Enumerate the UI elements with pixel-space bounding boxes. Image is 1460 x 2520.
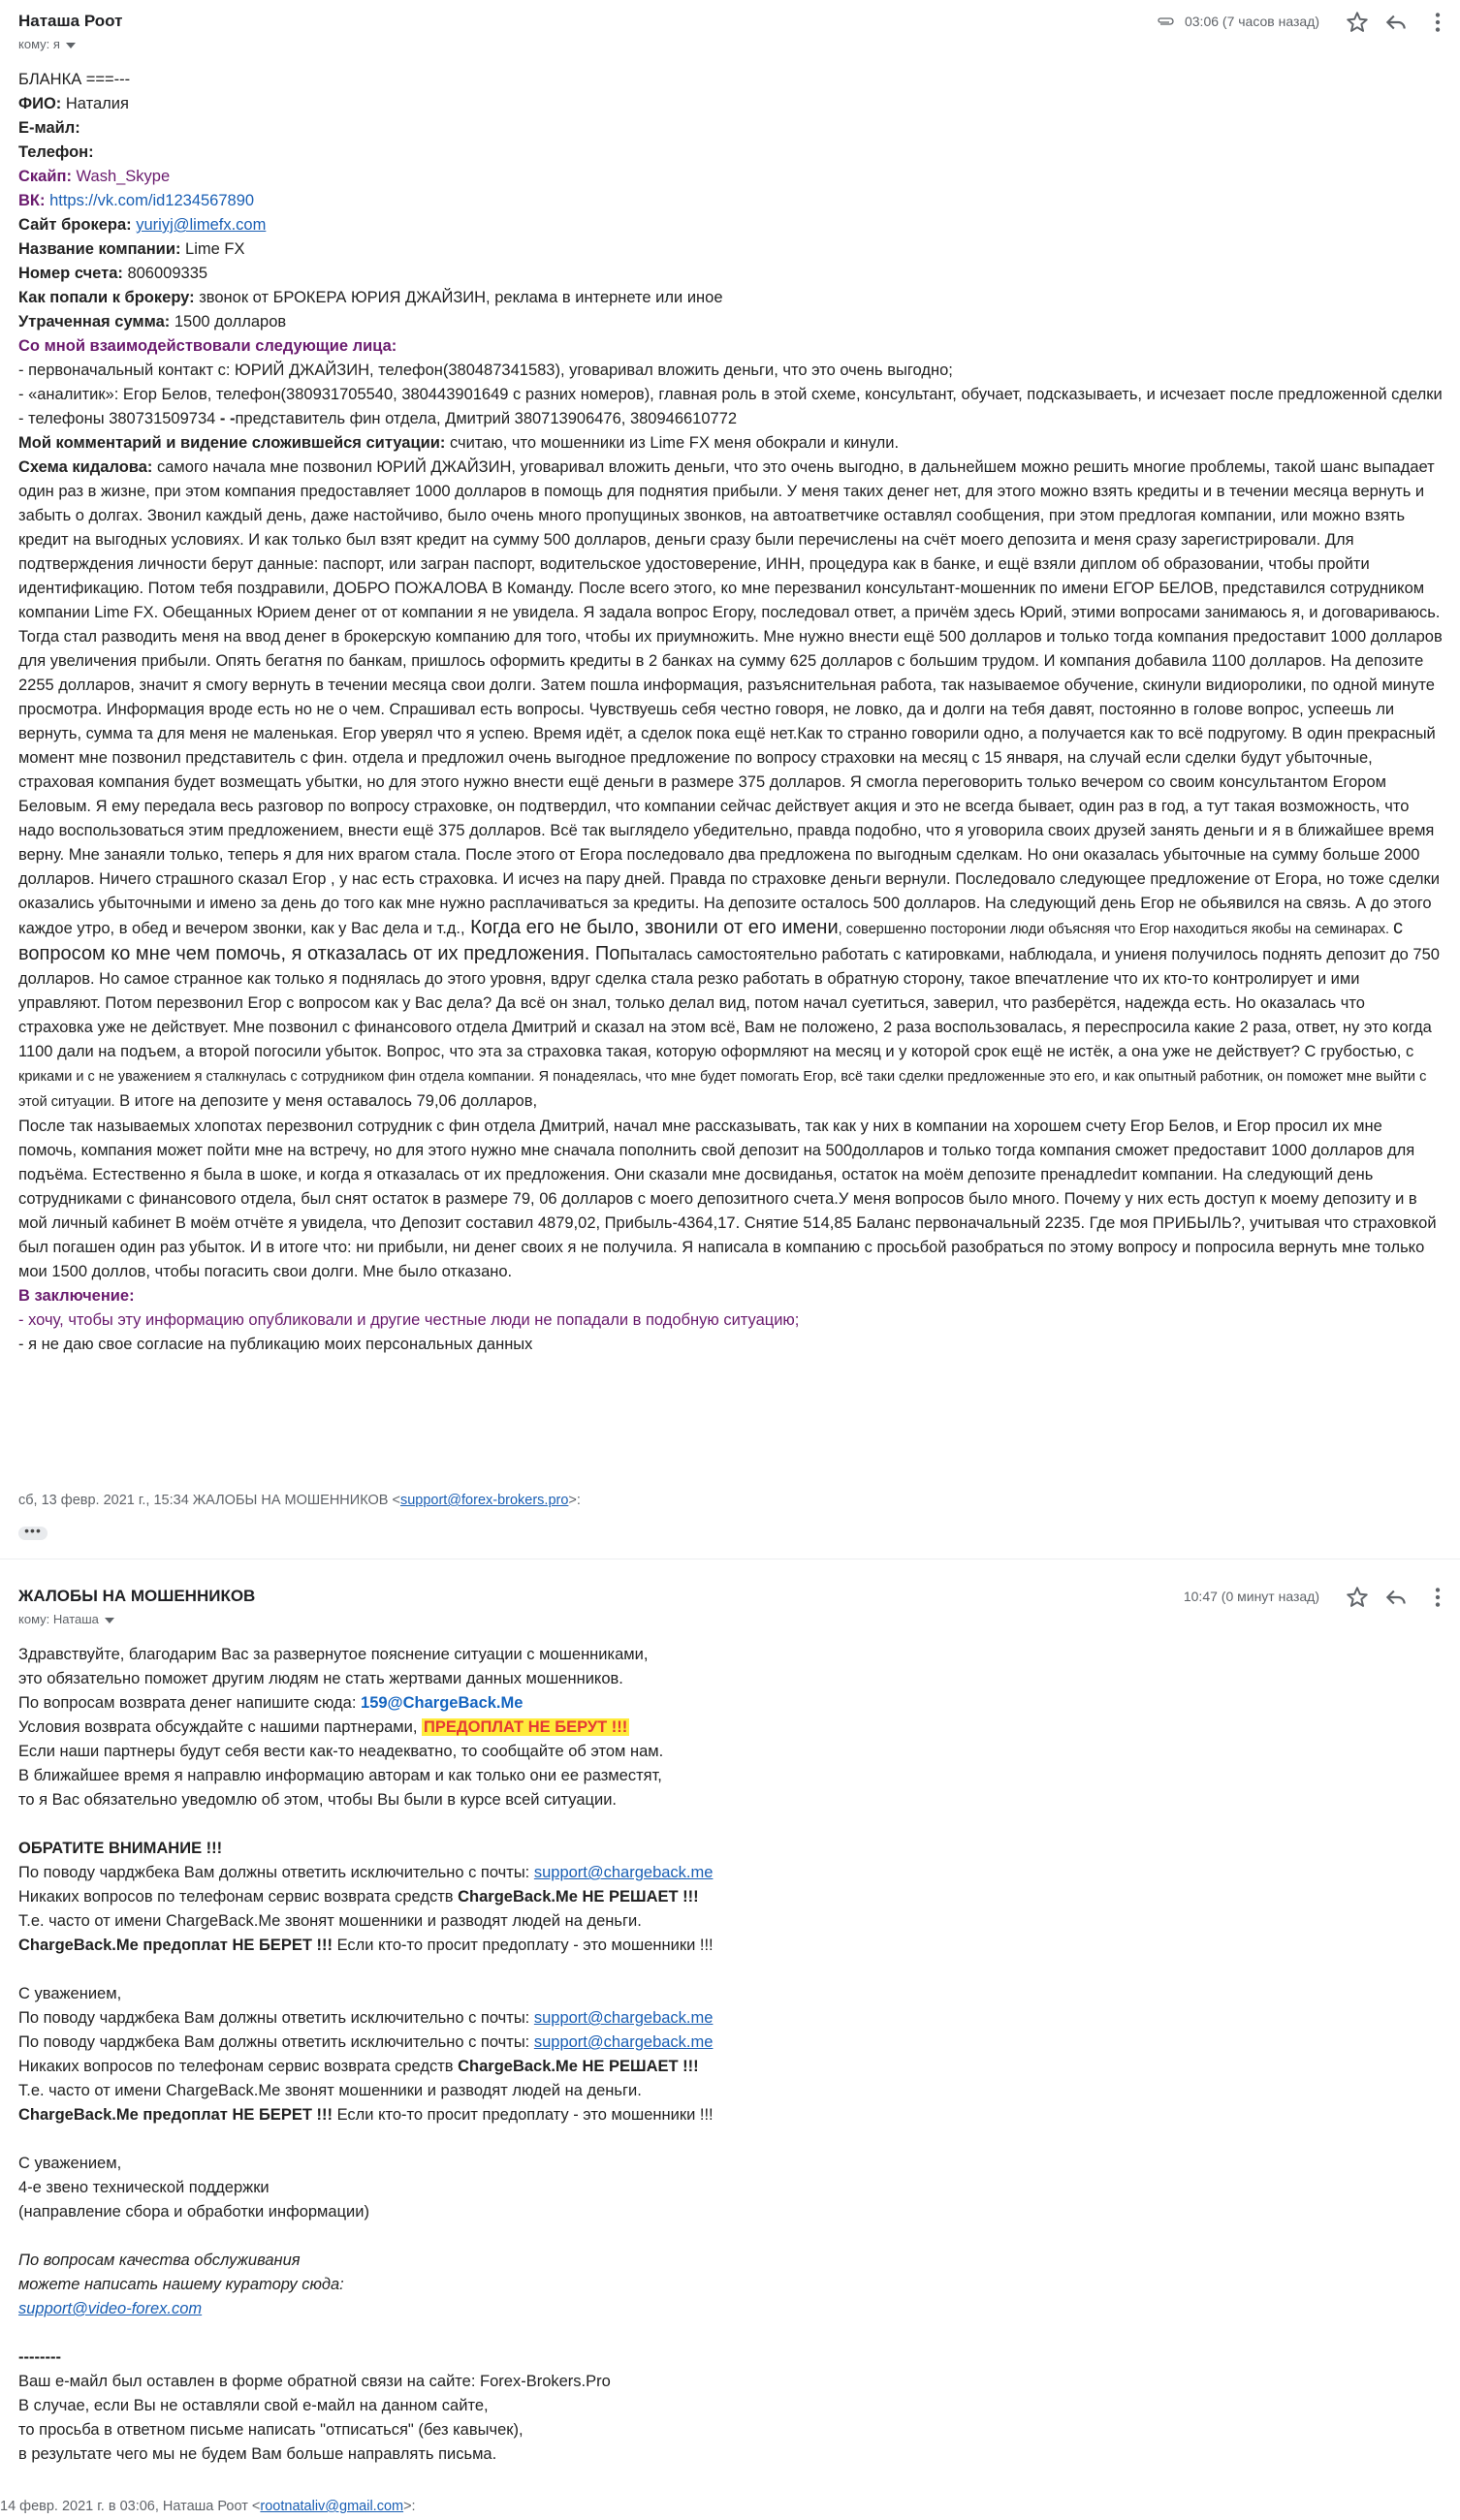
field-label: Телефон: (18, 143, 94, 161)
reply-line (18, 2055, 1444, 2079)
reply-text: Никаких вопросов по телефонам сервис возврата средств (18, 2058, 459, 2075)
form-title: БЛАНКА ===--- (18, 71, 131, 88)
support-email-link[interactable]: support@chargeback.me (533, 2033, 714, 2051)
blank-line (18, 2321, 1444, 2346)
regards-line: С уважением, (18, 1985, 122, 2002)
support-email-link[interactable]: support@chargeback.me (533, 1864, 714, 1881)
reply-line (18, 2006, 1444, 2031)
reply-text: По поводу чарджбека Вам должны ответить исключительно с почты: (18, 1864, 534, 1881)
field-value: считаю, что мошенники из Lime FX меня обокрали и кинули. (445, 434, 900, 452)
vk-link[interactable]: https://vk.com/id1234567890 (49, 192, 255, 209)
footer-note-line: то просьба в ответном письме написать "отписаться" (без кавычек), (18, 2421, 524, 2439)
attention-heading: ОБРАТИТЕ ВНИМАНИЕ !!! (18, 1840, 223, 1857)
conclusion-item: - я не даю свое согласие на публикацию моих персональных данных (18, 1336, 533, 1353)
reply-text: Если кто-то просит предоплату - это мошенники !!! (332, 1937, 714, 1954)
reply-text: Если кто-то просит предоплату - это мошенники !!! (332, 2106, 714, 2124)
field-label: ФИО: (18, 95, 62, 112)
scheme-small-text: криками и с не уважением я сталкнулась с сотрудником фин отдела компании. Я понадеялась, что мне будет помогать Егор, всё таки сделки предложенные это его, и как опытный работник, он поможет мне выйти с этой ситуации. (18, 1069, 1427, 1110)
field-value: звонок от БРОКЕРА ЮРИЯ ДЖАЙЗИН, реклама в интернете или иное (194, 289, 723, 306)
show-trimmed-button[interactable]: ••• (18, 1527, 48, 1540)
field-value: Наталия (61, 95, 129, 112)
recipient-dropdown[interactable] (18, 1612, 114, 1626)
reply-text: По поводу чарджбека Вам должны ответить исключительно с почты: (18, 2033, 534, 2051)
message-header (0, 1575, 1460, 1629)
reply-line (18, 1716, 1444, 1740)
conclusion-heading: В заключение: (18, 1287, 135, 1305)
curator-email-link[interactable]: support@video-forex.com (18, 2300, 203, 2317)
quote-suffix: >: (568, 1493, 581, 1508)
field-label: Е-майл: (18, 119, 80, 137)
reply-icon[interactable] (1383, 10, 1409, 35)
quoted-footer (0, 2499, 416, 2514)
persons-text: представитель фин отдела, Дмитрий 380713906476, 380946610772 (235, 410, 738, 427)
sender-name[interactable]: Наташа Роот (18, 12, 123, 30)
persons-item (18, 407, 1444, 431)
reply-line: В ближайшее время я направлю информацию авторам и как только они ее разместят, (18, 1767, 662, 1784)
field-value: Lime FX (180, 240, 245, 258)
scheme-paragraph (18, 1064, 1444, 1115)
persons-item: - первоначальный контакт с: ЮРИЙ ДЖАЙЗИН, телефон(380487341583), уговаривал вложить деньги, что это очень выгодно; (18, 362, 953, 379)
chevron-down-icon (66, 43, 76, 48)
reply-line: Если наши партнеры будут себя вести как-то неадекватно, то сообщайте об этом нам. (18, 1743, 664, 1760)
field-email (18, 116, 1444, 141)
reply-text: По поводу чарджбека Вам должны ответить исключительно с почты: (18, 2009, 534, 2027)
quoted-header (18, 1493, 581, 1508)
more-options-icon[interactable] (1425, 1585, 1450, 1610)
scheme-small-text: , совершенно посторонии люди объясняя что Егор находиться якобы на семинарах. (838, 922, 1394, 937)
signature-line: (направление сбора и обработки информации) (18, 2203, 369, 2221)
star-icon[interactable] (1345, 1585, 1370, 1610)
reply-bold: ChargeBack.Me предоплат НЕ БЕРЕТ !!! (18, 2106, 333, 2124)
message-time: 10:47 (0 минут назад) (1183, 1589, 1319, 1604)
reply-line (18, 1861, 1444, 1885)
recipient-dropdown[interactable] (18, 37, 76, 51)
quote-prefix: сб, 13 февр. 2021 г., 15:34 ЖАЛОБЫ НА МОШЕННИКОВ < (18, 1493, 400, 1508)
field-label: Сайт брокера: (18, 216, 132, 234)
field-account (18, 262, 1444, 286)
scheme-text: ыталась самостоятельно работать с катировками, наблюдала, и униеня получилось поднять депозит до 750 долларов. Но самое странное как только я поднялась до этого уровня, вдруг сделка стала резко работать в обратную сторону, такое впечатление что их кто-то контролирует и ими управляют. Потом перезвонил Егор с вопросом как у Вас дела? Да всё он знал, только делал вид, потом начал суетиться, заверил, что разберётся, надежда есть. Но оказалась что страховка уже не действует. Мне позвонил с финансового отдела Дмитрий и сказал на этом всё, Вам не положено, 2 раза воспользовалась, я переспросила какие 2 раза, ответ, ну это когда 1100 дали на подъем, а второй погосили убыток. Вопрос, что эта за страховка такая, которую оформляют на месяц и у которой срок ещё не истёк, а она уже не действует? С грубостью, с (18, 946, 1440, 1060)
chevron-down-icon (105, 1618, 114, 1623)
quality-line: По вопросам качества обслуживания (18, 2252, 301, 2269)
blank-line (18, 2127, 1444, 2152)
persons-dash: - - (219, 410, 236, 427)
reply-line (18, 1885, 1444, 1909)
field-value: 806009335 (122, 265, 208, 282)
field-phone (18, 141, 1444, 165)
reply-text: Никаких вопросов по телефонам сервис возврата средств (18, 1888, 459, 1906)
field-label: ВК: (18, 192, 46, 209)
reply-text: По вопросам возврата денег напишите сюда: (18, 1694, 362, 1712)
reply-text: Условия возврата обсуждайте с нашими партнерами, (18, 1718, 423, 1736)
field-label: Мой комментарий и видение сложившейся ситуации: (18, 434, 446, 452)
support-email-link[interactable]: support@chargeback.me (533, 2009, 714, 2027)
reply-line: Т.е. часто от имени ChargeBack.Me звонят мошенники и разводят людей на деньги. (18, 1912, 642, 1930)
footer-suffix: >: (403, 2499, 416, 2514)
reply-line (18, 2103, 1444, 2127)
persons-heading: Со мной взаимодействовали следующие лица: (18, 337, 397, 355)
reply-line: это обязательно поможет другим людям не стать жертвами данных мошенников. (18, 1670, 623, 1687)
recipient-label: кому: я (18, 37, 60, 51)
field-label: Схема кидалова: (18, 458, 153, 476)
no-prepayment-highlight: ПРЕДОПЛАТ НЕ БЕРУТ !!! (424, 1718, 628, 1736)
field-label: Утраченная сумма: (18, 313, 171, 331)
footer-prefix: 14 февр. 2021 г. в 03:06, Наташа Роот < (0, 2499, 261, 2514)
field-how (18, 286, 1444, 310)
reply-icon[interactable] (1383, 1585, 1409, 1610)
field-comment (18, 431, 1444, 456)
separator-line: -------- (18, 2348, 61, 2366)
persons-text: - телефоны 380731509734 (18, 410, 220, 427)
reply-line: то я Вас обязательно уведомлю об этом, чтобы Вы были в курсе всей ситуации. (18, 1791, 618, 1809)
blank-line (18, 2224, 1444, 2249)
field-fio (18, 92, 1444, 116)
message-header (0, 0, 1460, 54)
message-time (1156, 14, 1319, 30)
field-label: Номер счета: (18, 265, 123, 282)
reply-line (18, 1934, 1444, 1958)
field-skype (18, 165, 1444, 189)
scheme-big-text: Когда его не было, звонили от его имени (464, 917, 839, 938)
message-2 (0, 1575, 1460, 1629)
reply-line: Здравствуйте, благодарим Вас за развернутое пояснение ситуации с мошенниками, (18, 1646, 649, 1663)
scheme-paragraph (18, 456, 1444, 1064)
reply-line (18, 1691, 1444, 1716)
scheme-text: самого начала мне позвонил ЮРИЙ ДЖАЙЗИН, уговаривал вложить деньги, что это очень выгодно, в дальнейшем можно решить многие проблемы, такой шанс выпадает один раз в жизне, при этом компания предоставляет 1000 долларов в помощь для поднятия прибыли. У меня таких денег нет, для этого можно взять кредиты и в течении месяца вернуть и забыть о долгах. Звонил каждый день, даже настойчиво, было очень много пропущиных звонков, на автоатветчике оставлял сообщения, при этом предлогая компании, или можно взять кредит на выгодных условиях. И как только был взят кредит на сумму 500 долларов, деньги сразу были перечислены на счёт моего депозита и меня сразу зарегистрировали. Для подтверждения личности берут данные: паспорт, или загран паспорт, водительское удостоверение, ИНН, процедура как в банке, и ещё взяли диплом об образовании, чтобы пройти идентификацию. Потом тебя поздравили, ДОБРО ПОЖАЛОВА В Команду. После всего этого, ко мне перезванил консультант-мошенник по имени ЕГОР БЕЛОВ, представился сотрудником компании Lime FX. Обещанных Юрием денег от от компании я не увидела. Я задала вопрос Егору, последовал ответ, а причём здесь Юрий, этими вопросами занимаюсь я, и договариваюсь. Тогда стал разводить меня на ввод денег в брокерскую компанию для того, чтобы их приумножить. Мне нужно внести ещё 500 долларов и только тогда компания предоставит 1000 долларов для увеличения прибыли. Опять бегатня по банкам, пришлось оформить кредиты в 2 банках на сумму 625 долларов с большим трудом. И компания добавила 1100 долларов. На депозите 2255 долларов, значит я смогу вернуть в течении месяца свои долги. Затем пошла информация, разъяснительная работа, так называемое обучение, скинули видиоролики, по одной минуте просмотра. Информация вроде есть но не о чем. Спрашивал есть вопросы. Чувствуешь себя честно говоря, не ловко, да и долги на тебя давят, постоянно в голове вопрос, успеешь ли вернуть, сумма та для меня не маленькая. Егор уверял что я успею. Время идёт, а сделок пока ещё нет.Как то странно говорили одно, а получается как то всё подругому. В один прекрасный момент мне позвонил представитель с фин. отдела и предложил очень выгодное предложение по вопросу страховки на месяц с 15 января, на случай если сделки будут убыточные, страховая компания будет возмещать убытки, но для этого нужно внести ещё деньги в размере 375 долларов. Я смогла переговорить только вечером со своим консультантом Егором Беловым. Я ему передала весь разговор по вопросу страховке, он подтвердил, что компании сейчас действует акция и это не всегда бывает, один раз в год, а тут такая возможность, что надо воспользоваться этим предложением, внести ещё 375 долларов. Всё так выглядело убедительно, правда подобно, что я уговорила своих друзей занять деньги и я в ближайшее время верну. Мне занаяли только, теперь я для них врагом стала. После этого от Егора последовало два предложена по выгодным сделкам. Но они оказалась убыточные на сумму больше 2000 долларов. Ничего страшного сказал Егор , у нас есть страховка. И исчез на пару дней. Правда по страховке деньги вернули. Последовало следующее предложение от Егора, но тоже сделки оказались убыточными и имено за день до того как мне нужно расплачиваться за кредиты. На депозите осталось 500 долларов. На следующий день Егор не обьявился на связь. А до этого каждое утро, в обед и вечером звонки, как у Вас дела и т.д., (18, 458, 1443, 937)
blank-line (18, 1812, 1444, 1837)
field-broker-site (18, 213, 1444, 237)
message-body (18, 68, 1444, 1357)
field-label: Название компании: (18, 240, 181, 258)
reply-bold: ChargeBack.Me НЕ РЕШАЕТ !!! (458, 2058, 699, 2075)
signature-line: 4-е звено технической поддержки (18, 2179, 270, 2196)
broker-email-link[interactable]: yuriyj@limefx.com (136, 216, 267, 234)
reply-body (18, 1643, 1444, 2467)
field-company (18, 237, 1444, 262)
attachment-icon (1156, 15, 1175, 30)
field-lost (18, 310, 1444, 334)
conclusion-item: - хочу, чтобы эту информацию опубликовали и другие честные люди не попадали в подобную ситуацию; (18, 1311, 800, 1329)
quote-email-link[interactable]: support@forex-brokers.pro (399, 1493, 569, 1508)
field-value: 1500 долларов (170, 313, 287, 331)
scheme-text: В итоге на депозите у меня оставалось 79,06 долларов, (114, 1092, 538, 1110)
recipient-label: кому: Наташа (18, 1612, 99, 1626)
quality-line: можете написать нашему куратору сюда: (18, 2276, 344, 2293)
star-icon[interactable] (1345, 10, 1370, 35)
field-vk (18, 189, 1444, 213)
reply-bold: ChargeBack.Me предоплат НЕ БЕРЕТ !!! (18, 1937, 333, 1954)
chargeback-email[interactable]: 159@ChargeBack.Me (361, 1694, 524, 1712)
message-time-text: 03:06 (7 часов назад) (1184, 14, 1319, 29)
footer-note-line: Ваш е-майл был оставлен в форме обратной связи на сайте: Forex-Brokers.Pro (18, 2373, 611, 2390)
reply-line (18, 2031, 1444, 2055)
sender-name[interactable]: ЖАЛОБЫ НА МОШЕННИКОВ (18, 1587, 256, 1605)
field-value: Wash_Skype (71, 168, 171, 185)
regards-line: С уважением, (18, 2155, 122, 2172)
footer-email-link[interactable]: rootnataliv@gmail.com (260, 2499, 404, 2514)
blank-line (18, 1958, 1444, 1982)
persons-item: - «аналитик»: Егор Белов, телефон(380931705540, 380443901649 с разних номеров), главная роль в этой схеме, консультант, обучает, подсказываеть, и исчезает после предложенной сделки (18, 386, 1443, 403)
field-label: Как попали к брокеру: (18, 289, 195, 306)
more-options-icon[interactable] (1425, 10, 1450, 35)
footer-note-line: в результате чего мы не будем Вам больше направлять письма. (18, 2445, 497, 2463)
field-label: Скайп: (18, 168, 72, 185)
scheme-big-text: с вопросом ко мне чем помочь, я отказалась от их предложения. Поп (18, 917, 1404, 964)
footer-note-line: В случае, если Вы не оставляли свой е-майл на данном сайте, (18, 2397, 489, 2414)
scheme-paragraph: После так называемых хлопотах перезвонил сотрудник с фин отдела Дмитрий, начал мне рассказывать, так как у них в компании на хорошем счету Егор Белов, и Егор просил их мне помочь, компания может пойти мне на встречу, но для этого нужно мне сначала пополнить свой депозит на 500долларов и только тогда компания сможет предоставит 1000 долларов для подъёма. Естественно я была в шоке, и когда я отказалась от их предложения. Они сказали мне досвиданья, остаток на моём депозите пренадлеdит компании. На следующий день сотрудниками с финансового отдела, был снят остаток в размере 79, 06 долларов с моего депозитного счета.У меня вопросов было много. Почему у них есть доступ к моему депозиту и в мой личный кабинет В моём отчёте я увидела, что Депозит составил 4879,02, Прибыль-4364,17. Снятие 514,85 Баланс первоначальный 2235. Где моя ПРИБЫЛЬ?, учитывая что страховкой был погашен один раз убыток. И в итоге что: ни прибыли, ни денег своих я не получила. Я написала в компанию с просьбой разобраться по этому вопросу и попросила вернуть мне только мои 1500 доллов, чтобы погасить свои долги. Мне было отказано. (18, 1118, 1437, 1280)
reply-line: Т.е. часто от имени ChargeBack.Me звонят мошенники и разводят людей на деньги. (18, 2082, 642, 2099)
reply-bold: ChargeBack.Me НЕ РЕШАЕТ !!! (458, 1888, 699, 1906)
